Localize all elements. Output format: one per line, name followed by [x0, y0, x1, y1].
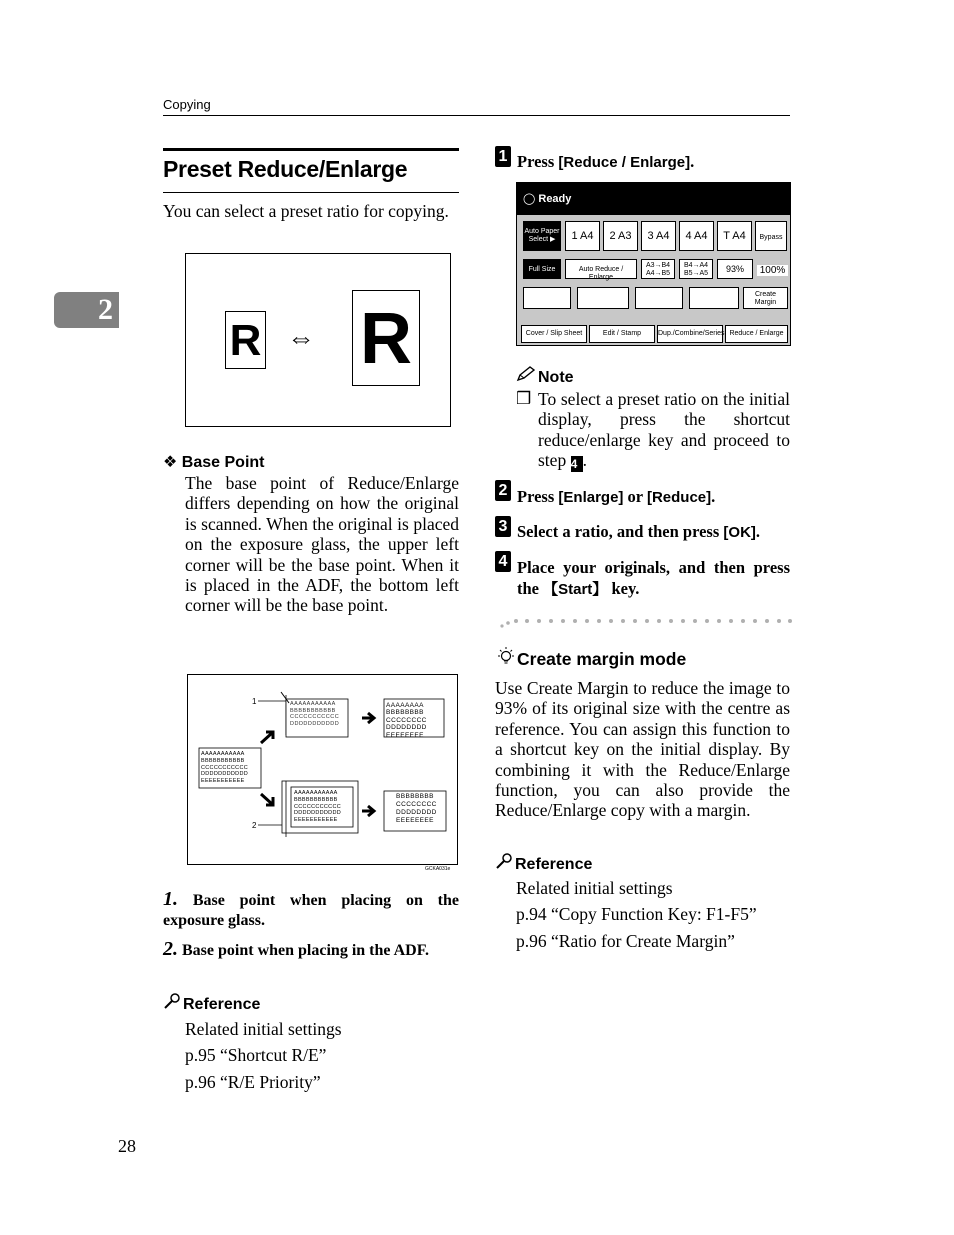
- reference-heading: [163, 993, 260, 1014]
- large-original: [352, 290, 420, 386]
- caption-2-num: 2.: [163, 938, 178, 960]
- step-4-pre: Place your originals, and then press the: [517, 558, 790, 598]
- step-1-pre: Press: [517, 152, 559, 171]
- reduce-enlarge-figure: [185, 253, 451, 427]
- dotted-divider: [500, 616, 792, 628]
- refresh-icon: ◯: [523, 193, 539, 205]
- small-original: [225, 311, 266, 369]
- preset-enlarge-button[interactable]: B4→A4 B5→A5: [679, 259, 713, 279]
- start-key: 【Start】: [543, 581, 608, 598]
- note-heading: [516, 366, 574, 387]
- pencil-icon: [516, 366, 538, 387]
- step-3-pre: Select a ratio, and then press: [517, 522, 724, 541]
- full-size-button[interactable]: Full Size: [523, 259, 561, 279]
- reference-link[interactable]: p.96 “R/E Priority”: [185, 1072, 321, 1092]
- row: AAAAAAAAAAA: [294, 790, 338, 796]
- row: EEEEEEEEEEE: [201, 778, 245, 785]
- magnifier-icon: [163, 993, 183, 1014]
- step-4-post: key.: [607, 579, 640, 598]
- row: DDDDDDDDDDD: [290, 720, 340, 727]
- copier-display: [516, 182, 791, 346]
- reference-link[interactable]: p.94 “Copy Function Key: F1-F5”: [516, 904, 757, 924]
- up-arrow-icon: [261, 732, 273, 743]
- row: DDDDDDDD: [386, 724, 427, 732]
- row: AAAAAAAAAAA: [290, 701, 336, 707]
- title-rule-bottom: [163, 192, 459, 193]
- caption-2: [163, 939, 459, 961]
- create-margin-heading-text: Create margin mode: [517, 649, 687, 669]
- auto-paper-select-button[interactable]: Auto Paper Select ▶: [523, 221, 561, 251]
- row: BBBBBBBBBBB: [201, 757, 245, 764]
- step-1-post: .: [690, 152, 695, 171]
- reference-heading-right: [495, 853, 592, 874]
- caption-1-text: Base point when placing on the exposure glass.: [163, 892, 459, 929]
- ratio-93-button[interactable]: 93%: [717, 259, 753, 279]
- right-arrow-icon-2: [362, 806, 374, 816]
- reference-heading-text: Reference: [183, 996, 261, 1013]
- row: AAAAAAAAAAA: [201, 751, 245, 757]
- checkbox-bullet-icon: ❒: [516, 389, 532, 408]
- enlarge-key: [Enlarge]: [558, 489, 624, 506]
- step-2-pre: Press: [517, 487, 559, 506]
- create-margin-paragraph: Use Create Margin to reduce the image to 93% of its original size with the centre as reference. You can assign this function to a shortcut key on the initial display. By combining it with the Reduce/Enlarge function, you can also provide the Reduce/Enlarge copy with a margin.: [495, 678, 790, 821]
- right-arrow-icon: [362, 713, 374, 723]
- section-title: Preset Reduce/Enlarge: [163, 156, 408, 182]
- chapter-tab: 2: [54, 292, 119, 328]
- base-point-heading-text: Base Point: [181, 454, 265, 471]
- step-ref-badge: 4: [571, 456, 583, 472]
- status-text: [523, 192, 571, 205]
- lightbulb-icon: [495, 646, 517, 673]
- sort-icon[interactable]: [689, 287, 739, 309]
- glass-copy-text: [386, 702, 442, 739]
- header-rule: [163, 115, 790, 116]
- step-3-text: [517, 521, 760, 543]
- base-point-heading: [163, 452, 264, 472]
- caption-1: [163, 889, 459, 931]
- step-number-1: 1: [495, 146, 511, 167]
- step-4-text: [517, 557, 790, 600]
- label-1: 1: [252, 697, 257, 706]
- reference-link[interactable]: p.96 “Ratio for Create Margin”: [516, 931, 735, 951]
- reference-line: Related initial settings: [185, 1019, 342, 1039]
- row: CCCCCCCCCCC: [294, 803, 341, 810]
- step-2-mid: or: [623, 487, 647, 506]
- row: EEEEEEEEEEE: [294, 817, 338, 824]
- down-arrow-icon: [261, 794, 273, 805]
- intro-paragraph: You can select a preset ratio for copying.: [163, 201, 449, 221]
- tab-reduce-enlarge[interactable]: Reduce / Enlarge: [725, 325, 788, 343]
- row: CCCCCCCCCCC: [201, 764, 248, 771]
- note-period: .: [582, 450, 587, 471]
- auto-reduce-enlarge-button[interactable]: Auto Reduce / Enlarge: [565, 259, 637, 279]
- step-2-post: .: [711, 487, 716, 506]
- small-letter: R: [229, 316, 262, 365]
- tab-dup-combine-series[interactable]: Dup./Combine/Series: [657, 325, 723, 343]
- status-label: Ready: [538, 193, 572, 205]
- large-letter: R: [360, 299, 412, 379]
- tab-cover-slip-sheet[interactable]: Cover / Slip Sheet: [521, 325, 587, 343]
- row: BBBBBBBBBBB: [294, 796, 338, 803]
- page-number: 28: [118, 1136, 136, 1156]
- duplex-icon[interactable]: [523, 287, 571, 309]
- caption-2-text: Base point when placing in the ADF.: [182, 942, 430, 959]
- figure-code: GCKA031e: [425, 866, 451, 872]
- row: BBBBBBBB: [396, 793, 434, 800]
- adf-copy-text: [396, 793, 444, 829]
- reduce-enlarge-key: [Reduce / Enlarge]: [558, 154, 691, 171]
- row: DDDDDDDD: [396, 809, 437, 816]
- paper-tray-3-button[interactable]: 3 A4: [641, 221, 676, 251]
- glass-original-text: [290, 701, 339, 727]
- combine-icon[interactable]: [635, 287, 683, 309]
- adf-original-text: [294, 790, 341, 824]
- duplex-combine-icon[interactable]: [577, 287, 629, 309]
- double-arrow-icon: ⇔: [287, 322, 315, 353]
- row: CCCCCCCC: [386, 716, 427, 724]
- reference-line: Related initial settings: [516, 878, 673, 898]
- source-original-text: [201, 751, 248, 785]
- row: DDDDDDDDDDD: [294, 810, 341, 817]
- step-1-text: [517, 151, 694, 173]
- caption-1-num: 1.: [163, 888, 178, 910]
- row: BBBBBBBBBBB: [290, 707, 336, 714]
- row: CCCCCCCC: [396, 801, 437, 808]
- row: CCCCCCCCCCC: [290, 714, 340, 721]
- preset-reduce-button[interactable]: A3→B4 A4→B5: [641, 259, 675, 279]
- row: DDDDDDDDDDD: [201, 771, 248, 778]
- note-heading-text: Note: [538, 369, 574, 386]
- title-rule-top: [163, 148, 459, 151]
- note-paragraph: [538, 389, 790, 472]
- step-number-2: 2: [495, 480, 511, 501]
- row: AAAAAAAA: [386, 702, 424, 709]
- reference-link[interactable]: p.95 “Shortcut R/E”: [185, 1045, 327, 1065]
- bypass-button[interactable]: Bypass: [755, 221, 787, 251]
- diamond-bullet-icon: ❖: [163, 454, 182, 471]
- base-point-figure: [187, 674, 458, 872]
- row: EEEEEEEE: [396, 817, 434, 824]
- tab-edit-stamp[interactable]: Edit / Stamp: [589, 325, 655, 343]
- create-margin-heading: [495, 646, 686, 673]
- magnifier-icon: [495, 853, 515, 874]
- ok-key: [OK]: [723, 524, 756, 541]
- running-header: Copying: [163, 97, 211, 112]
- row: BBBBBBBB: [386, 709, 424, 717]
- paper-tray-2-button[interactable]: 2 A3: [603, 221, 638, 251]
- step-number-3: 3: [495, 516, 511, 537]
- reduce-key: [Reduce]: [646, 489, 712, 506]
- paper-tray-4-button[interactable]: 4 A4: [679, 221, 714, 251]
- reference-heading-text: Reference: [515, 856, 593, 873]
- step-2-text: [517, 486, 715, 508]
- create-margin-button[interactable]: Create Margin: [743, 287, 788, 309]
- large-capacity-tray-button[interactable]: T A4: [717, 221, 752, 251]
- paper-tray-1-button[interactable]: 1 A4: [565, 221, 600, 251]
- step-3-post: .: [755, 522, 761, 541]
- label-2: 2: [252, 821, 257, 830]
- step-number-4: 4: [495, 551, 511, 572]
- ratio-display: 100%: [757, 265, 788, 276]
- base-point-paragraph: The base point of Reduce/Enlarge differs depending on how the original is scanned. When the original is placed on the exposure glass, the upper left corner will be the base point. When it is placed in the ADF, the bottom left corner will be the base point.: [185, 473, 459, 616]
- status-bar: [517, 183, 790, 215]
- note-text: To select a preset ratio on the initial display, press the shortcut reduce/enlarge key and proceed to step: [538, 389, 790, 471]
- row: EEEEEEEE: [386, 731, 424, 739]
